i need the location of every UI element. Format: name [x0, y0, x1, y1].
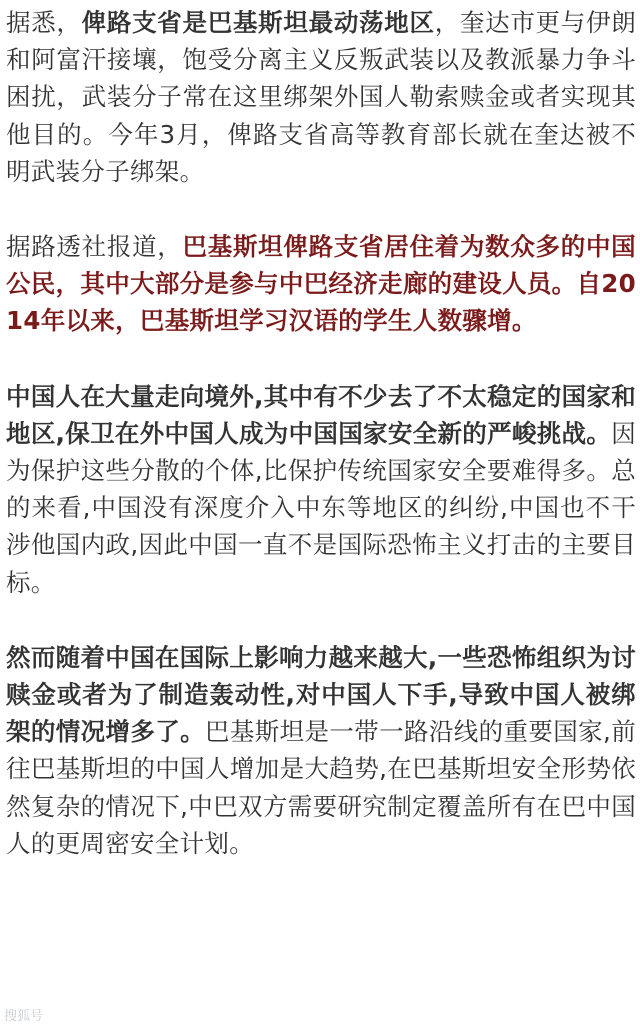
- article-body: [6, 4, 636, 900]
- paragraph-4: [6, 639, 636, 862]
- p1-intro: 据悉，: [6, 8, 82, 37]
- p3-bold-highlight: 中国人在大量走向境外,其中有不少去了不太稳定的国家和地区,保卫在外中国人成为中国国家安全新的严峻挑战。: [6, 381, 636, 448]
- watermark: 搜狐号: [4, 1009, 44, 1024]
- paragraph-2: [6, 228, 636, 340]
- p2-intro: 据路透社报道，: [6, 232, 183, 262]
- paragraph-3: [6, 378, 636, 601]
- p3-body: 因为保护这些分散的个体,比保护传统国家安全要难得多。总的来看,中国没有深度介入中东等地区的纠纷,中国也不干涉他国内政,因此中国一直不是国际恐怖主义打击的主要目标。: [6, 418, 636, 597]
- p2-red-highlight: 巴基斯坦俾路支省居住着为数众多的中国公民，其中大部分是参与中巴经济走廊的建设人员。自2014年以来，巴基斯坦学习汉语的学生人数骤增。: [6, 232, 636, 336]
- p4-body: 巴基斯坦是一带一路沿线的重要国家,前往巴基斯坦的中国人增加是大趋势,在巴基斯坦安全形势依然复杂的情况下,中巴双方需要研究制定覆盖所有在巴中国人的更周密安全计划。: [6, 717, 636, 858]
- paragraph-1: [6, 4, 636, 190]
- p4-bold-highlight: 然而随着中国在国际上影响力越来越大,一些恐怖组织为讨赎金或者为了制造轰动性,对中国人下手,导致中国人被绑架的情况增多了。: [6, 642, 636, 747]
- p1-body: ，奎达市更与伊朗和阿富汗接壤，饱受分离主义反叛武装以及教派暴力争斗困扰，武装分子常在这里绑架外国人勒索赎金或者实现其他目的。今年3月，俾路支省高等教育部长就在奎达被不明武装分子绑架。: [6, 8, 636, 186]
- p1-bold-highlight: 俾路支省是巴基斯坦最动荡地区: [81, 8, 435, 37]
